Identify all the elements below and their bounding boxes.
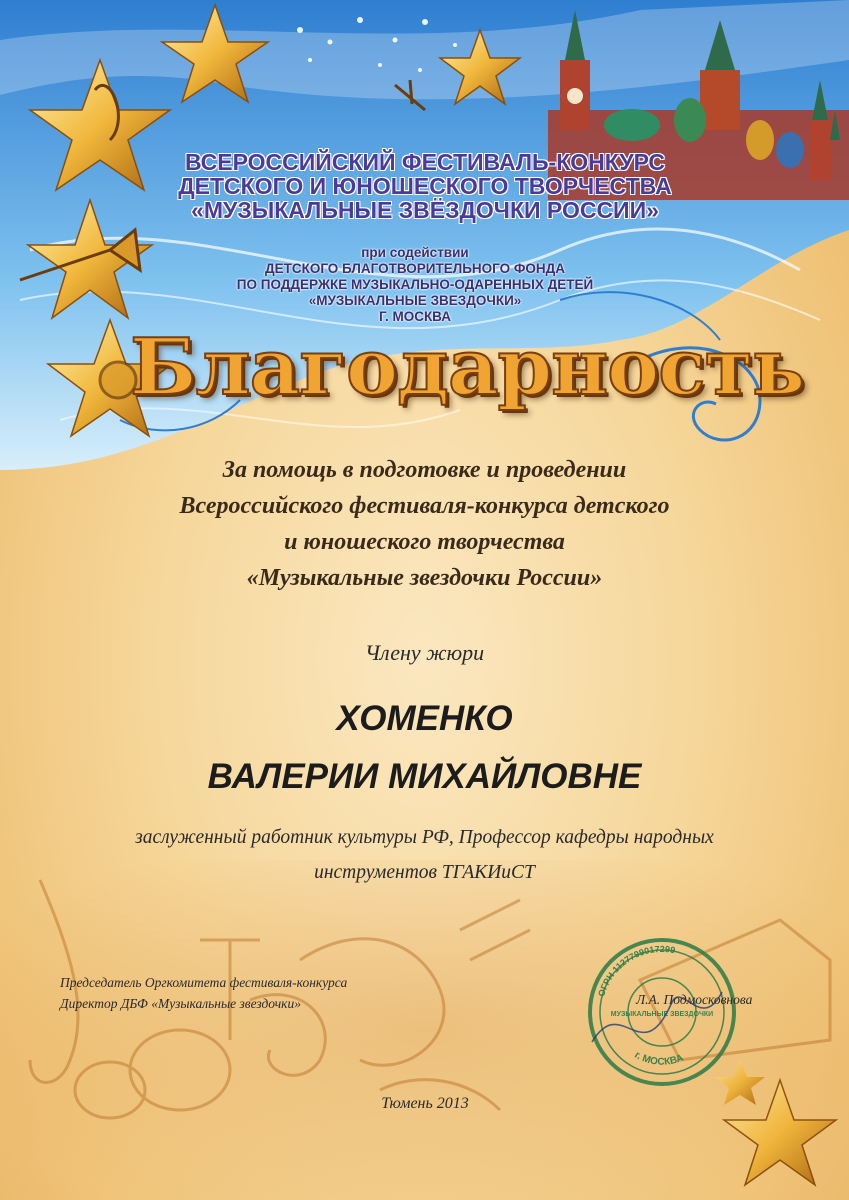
assistance-line-1: при содействии: [361, 245, 469, 260]
stamp-inner-text: МУЗЫКАЛЬНЫЕ ЗВЕЗДОЧКИ: [610, 1011, 714, 1018]
assistance-block: [230, 245, 600, 325]
description-line-2: инструментов ТГАКИиСТ: [314, 862, 535, 883]
assistance-line-4: «МУЗЫКАЛЬНЫЕ ЗВЕЗДОЧКИ»: [308, 293, 522, 308]
reason-line-2: Всероссийского фестиваля-конкурса детского: [179, 493, 670, 519]
recipient-surname: ХОМЕНКО: [336, 699, 513, 738]
signature-block: [60, 972, 480, 1014]
festival-title-line-2: ДЕТСКОГО И ЮНОШЕСКОГО ТВОРЧЕСТВА: [178, 173, 672, 199]
assistance-line-5: Г. МОСКВА: [378, 309, 452, 324]
festival-title-line-3: «МУЗЫКАЛЬНЫЕ ЗВЁЗДОЧКИ РОССИИ»: [191, 197, 659, 223]
recipient-given-names: ВАЛЕРИИ МИХАЙЛОВНЕ: [207, 757, 642, 796]
recipient-description: [40, 820, 809, 890]
recipient-role: Члену жюри: [364, 640, 485, 665]
reason-line-1: За помощь в подготовке и проведении: [222, 457, 627, 483]
reason-text: [60, 452, 789, 596]
signature-line-2: Директор ДБФ «Музыкальные звездочки»: [60, 996, 301, 1011]
assistance-line-2: ДЕТСКОГО БЛАГОТВОРИТЕЛЬНОГО ФОНДА: [264, 261, 566, 276]
assistance-line-3: ПО ПОДДЕРЖКЕ МУЗЫКАЛЬНО-ОДАРЕННЫХ ДЕТЕЙ: [236, 277, 594, 292]
signer-name: Л.А. Подмосковнова: [636, 992, 753, 1007]
reason-line-4: «Музыкальные звездочки России»: [246, 565, 603, 591]
certificate-title: Благодарность: [130, 322, 804, 413]
festival-title-line-1: ВСЕРОССИЙСКИЙ ФЕСТИВАЛЬ-КОНКУРС: [184, 149, 666, 175]
stamp-ogrn: ОГРН 1127799017299: [596, 943, 677, 998]
description-line-1: заслуженный работник культуры РФ, Профессор кафедры народных: [135, 827, 714, 848]
place-and-year: Тюмень 2013: [381, 1095, 469, 1112]
signature-line-1: Председатель Оргкомитета фестиваля-конкурса: [60, 975, 348, 990]
organization-stamp: [582, 932, 742, 1092]
festival-title: [120, 150, 730, 222]
reason-line-3: и юношеского творчества: [284, 529, 565, 555]
stamp-city: г. МОСКВА: [632, 1049, 686, 1068]
recipient-name: [60, 690, 789, 806]
svg-text:г. МОСКВА: [632, 1050, 685, 1068]
